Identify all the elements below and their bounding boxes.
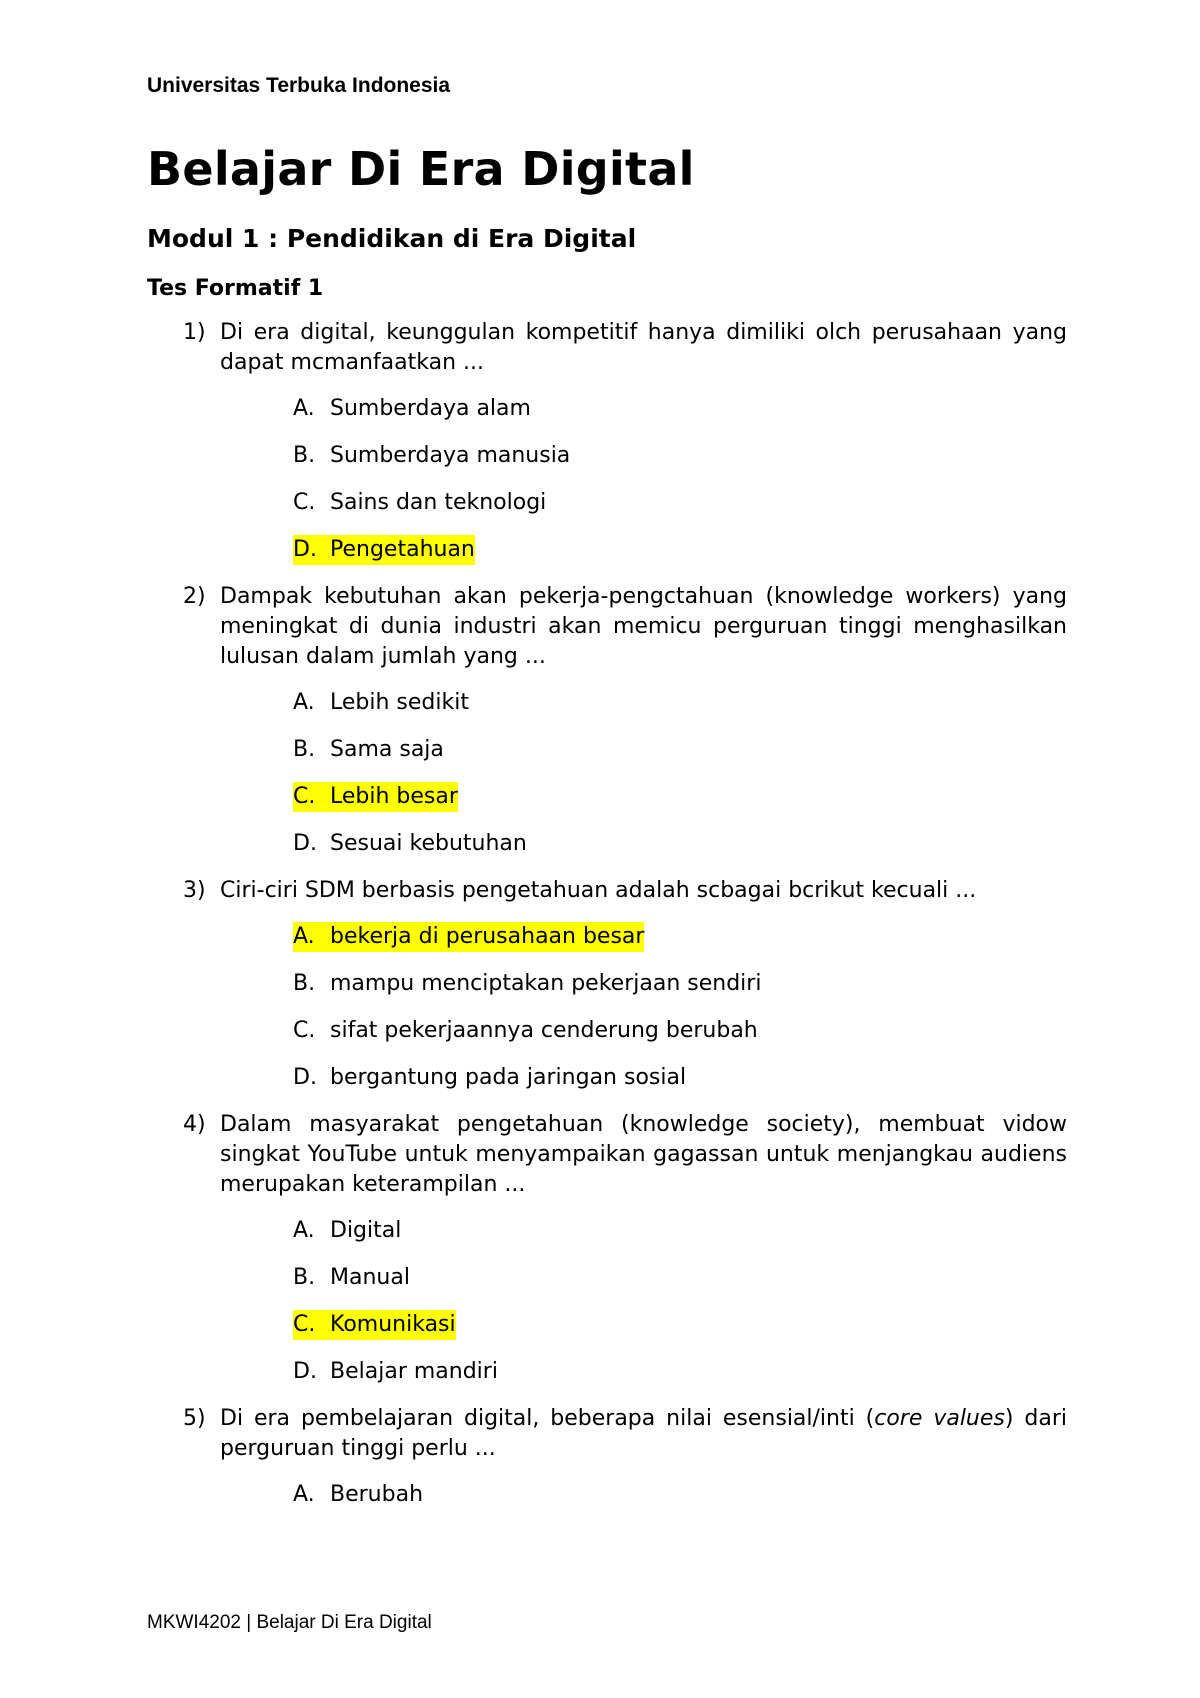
option-list (147, 1480, 1067, 1510)
answer-option: B. Manual (293, 1265, 410, 1290)
answer-option-correct: C. Komunikasi (147, 1310, 1067, 1340)
answer-option: D. Belajar mandiri (293, 1359, 498, 1384)
question-number: 2) (183, 584, 206, 609)
option-list (147, 394, 1067, 565)
page-header: Universitas Terbuka Indonesia (147, 74, 451, 97)
question-item (147, 1110, 1067, 1387)
question-number: 3) (183, 878, 206, 903)
question-text: 3) Ciri-ciri SDM berbasis pengetahuan adalah scbagai bcrikut kecuali ... (147, 876, 1067, 906)
question-number: 5) (183, 1406, 206, 1431)
answer-option-correct: C. Lebih besar (147, 782, 1067, 812)
question-number: 1) (183, 320, 206, 345)
answer-option: B. mampu menciptakan pekerjaan sendiri (293, 971, 762, 996)
question-list (147, 318, 1067, 1527)
question-text: 2) Dampak kebutuhan akan pekerja-pengctahuan (knowledge workers) yang meningkat di dunia industri akan memicu perguruan tinggi menghasilkan lulusan dalam jumlah yang ... (183, 584, 1067, 669)
answer-option-correct: D. Pengetahuan (147, 535, 1067, 565)
section-heading: Tes Formatif 1 (147, 276, 324, 301)
option-list (147, 1216, 1067, 1387)
option-list (147, 922, 1067, 1093)
question-item (147, 582, 1067, 859)
answer-option: A. Berubah (293, 1482, 424, 1507)
answer-option: A. Sumberdaya alam (293, 396, 531, 421)
question-number: 4) (183, 1112, 206, 1137)
answer-option: A. Lebih sedikit (293, 690, 469, 715)
answer-option: A. Digital (293, 1218, 402, 1243)
question-item (147, 1404, 1067, 1510)
module-heading: Modul 1 : Pendidikan di Era Digital (147, 224, 637, 253)
answer-option: C. Sains dan teknologi (293, 490, 547, 515)
answer-option: D. Sesuai kebutuhan (293, 831, 527, 856)
answer-option: B. Sama saja (293, 737, 444, 762)
question-text: 1) Di era digital, keunggulan kompetitif hanya dimiliki olch perusahaan yang dapat mcmanfaatkan ... (183, 320, 1067, 375)
question-text: 4) Dalam masyarakat pengetahuan (knowledge society), membuat vidow singkat YouTube untuk menyampaikan gagassan untuk menjangkau audiens merupakan keterampilan ... (183, 1112, 1067, 1197)
option-list (147, 688, 1067, 859)
answer-option-correct: A. bekerja di perusahaan besar (147, 922, 1067, 952)
question-item (147, 876, 1067, 1093)
answer-option: D. bergantung pada jaringan sosial (293, 1065, 687, 1090)
page-footer: MKWI4202 | Belajar Di Era Digital (147, 1612, 432, 1633)
question-item (147, 318, 1067, 565)
answer-option: C. sifat pekerjaannya cenderung berubah (293, 1018, 758, 1043)
question-text: 5) Di era pembelajaran digital, beberapa nilai esensial/inti (core values) dari perguruan tinggi perlu ... (183, 1406, 1067, 1461)
answer-option: B. Sumberdaya manusia (293, 443, 571, 468)
document-title: Belajar Di Era Digital (147, 142, 695, 196)
